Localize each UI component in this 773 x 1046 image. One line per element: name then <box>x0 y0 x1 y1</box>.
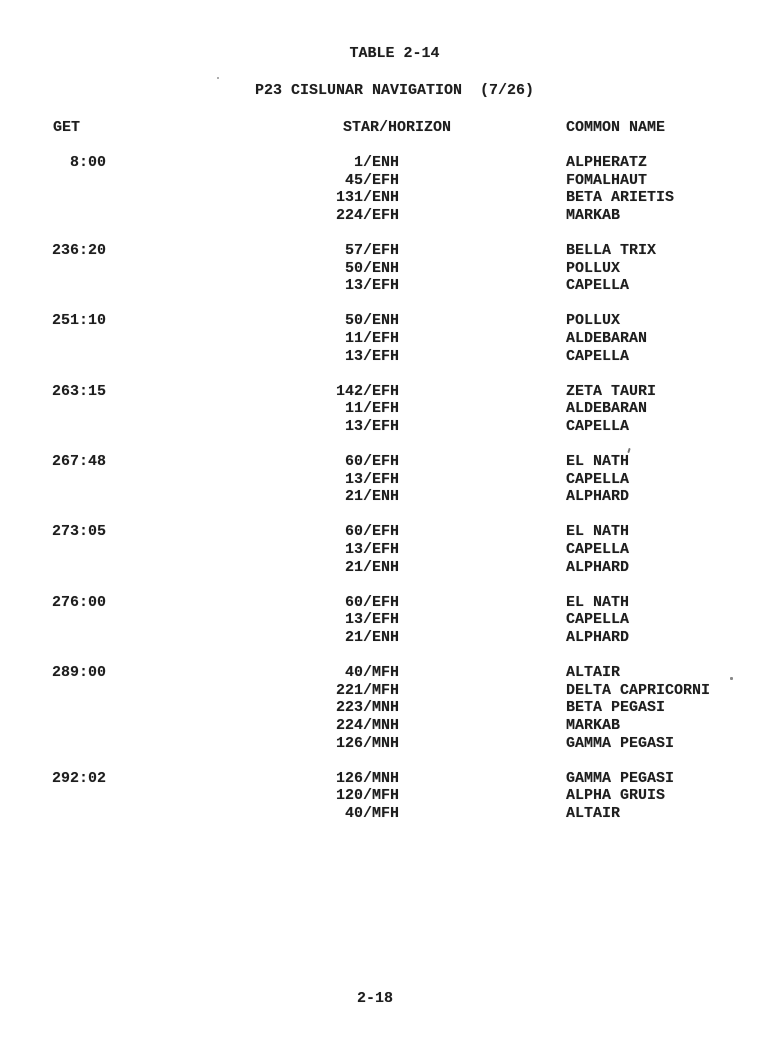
observation-group <box>0 523 773 576</box>
get-cell <box>0 330 106 348</box>
star-horizon-cell: 11/EFH <box>344 400 399 418</box>
get-cell <box>0 260 106 278</box>
common-name-cell: ALPHARD <box>566 488 630 506</box>
table-row <box>0 488 773 506</box>
page-subtitle: P23 CISLUNAR NAVIGATION (7/26) <box>254 82 535 99</box>
table-row <box>0 682 773 700</box>
common-name-cell: CAPELLA <box>566 277 630 295</box>
common-name-cell: CAPELLA <box>566 417 630 435</box>
star-horizon-cell: 57/EFH <box>344 241 399 259</box>
table-row <box>0 189 773 207</box>
table-row <box>0 383 773 401</box>
table-row <box>0 277 773 295</box>
get-cell <box>0 400 106 418</box>
star-horizon-cell: 40/MFH <box>344 664 399 682</box>
star-horizon-cell: 40/MFH <box>344 804 399 822</box>
table-row <box>0 330 773 348</box>
star-horizon-cell: 50/ENH <box>344 312 399 330</box>
column-header-star-horizon: STAR/HORIZON <box>343 119 452 136</box>
table-row <box>0 717 773 735</box>
get-cell <box>0 172 106 190</box>
star-horizon-cell: 1/ENH <box>353 154 399 171</box>
observation-group <box>0 453 773 506</box>
observation-group <box>0 594 773 647</box>
observation-group <box>0 312 773 365</box>
star-horizon-cell: 13/EFH <box>344 470 399 488</box>
common-name-cell: BETA ARIETIS <box>566 189 675 207</box>
star-horizon-cell: 224/EFH <box>335 206 399 224</box>
star-horizon-cell: 11/EFH <box>344 329 399 347</box>
column-header-get: GET <box>53 119 81 136</box>
common-name-cell: CAPELLA <box>566 347 630 365</box>
common-name-cell: ALPHERATZ <box>566 154 648 171</box>
observation-group <box>0 154 773 224</box>
star-horizon-cell: 13/EFH <box>344 347 399 365</box>
star-horizon-cell: 21/ENH <box>344 629 399 647</box>
get-cell <box>0 207 106 225</box>
get-cell <box>0 805 106 823</box>
table-body <box>0 154 773 840</box>
common-name-cell: ALDEBARAN <box>566 329 648 347</box>
star-horizon-cell: 21/ENH <box>344 488 399 506</box>
get-cell <box>0 471 106 489</box>
table-row <box>0 471 773 489</box>
table-row <box>0 611 773 629</box>
observation-group <box>0 770 773 823</box>
get-cell <box>0 787 106 805</box>
common-name-cell: ALPHA GRUIS <box>566 787 666 805</box>
common-name-cell: GAMMA PEGASI <box>566 769 675 787</box>
star-horizon-cell: 126/MNH <box>335 769 399 787</box>
common-name-cell: EL NATH <box>566 453 630 471</box>
common-name-cell: POLLUX <box>566 312 621 330</box>
scan-artifact <box>730 677 733 680</box>
observation-group <box>0 242 773 295</box>
star-horizon-cell: 13/EFH <box>344 417 399 435</box>
table-row <box>0 154 773 172</box>
get-cell <box>0 541 106 559</box>
table-row <box>0 629 773 647</box>
common-name-cell: POLLUX <box>566 259 621 277</box>
common-name-cell: ALPHARD <box>566 558 630 576</box>
common-name-cell: MARKAB <box>566 206 621 224</box>
table-row <box>0 400 773 418</box>
get-cell <box>0 735 106 753</box>
table-row <box>0 770 773 788</box>
table-row <box>0 523 773 541</box>
common-name-cell: FOMALHAUT <box>566 171 648 189</box>
get-cell: 251:10 <box>51 312 106 330</box>
common-name-cell: ALDEBARAN <box>566 400 648 418</box>
star-horizon-cell: 221/MFH <box>335 681 399 699</box>
common-name-cell: GAMMA PEGASI <box>566 734 675 752</box>
page-title: TABLE 2-14 <box>349 45 440 62</box>
common-name-cell: MARKAB <box>566 717 621 734</box>
common-name-cell: DELTA CAPRICORNI <box>566 681 711 699</box>
table-row <box>0 805 773 823</box>
page-number: 2-18 <box>357 990 394 1007</box>
get-cell: 263:15 <box>51 382 106 400</box>
star-horizon-cell: 223/MNH <box>335 699 399 717</box>
star-horizon-cell: 224/MNH <box>335 717 399 734</box>
star-horizon-cell: 60/EFH <box>344 523 399 541</box>
star-horizon-cell: 126/MNH <box>335 734 399 752</box>
get-cell <box>0 348 106 366</box>
common-name-cell: ALTAIR <box>566 664 621 682</box>
get-cell <box>0 699 106 717</box>
common-name-cell: BETA PEGASI <box>566 699 666 717</box>
table-row <box>0 541 773 559</box>
common-name-cell: ZETA TAURI <box>566 382 657 400</box>
get-cell: 292:02 <box>51 769 106 787</box>
get-cell <box>0 629 106 647</box>
get-cell: 8:00 <box>69 154 106 171</box>
get-cell: 273:05 <box>51 523 106 541</box>
table-row <box>0 735 773 753</box>
star-horizon-cell: 13/EFH <box>344 611 399 629</box>
get-cell <box>0 682 106 700</box>
column-header-row <box>0 119 773 137</box>
star-horizon-cell: 50/ENH <box>344 259 399 277</box>
table-row <box>0 787 773 805</box>
observation-group <box>0 383 773 436</box>
get-cell: 289:00 <box>51 664 106 682</box>
table-row <box>0 664 773 682</box>
star-horizon-cell: 120/MFH <box>335 787 399 805</box>
table-row <box>0 312 773 330</box>
get-cell <box>0 611 106 629</box>
table-row <box>0 418 773 436</box>
common-name-cell: CAPELLA <box>566 611 630 629</box>
common-name-cell: ALPHARD <box>566 629 630 647</box>
get-cell: 236:20 <box>51 241 106 259</box>
get-cell <box>0 418 106 436</box>
get-cell <box>0 277 106 295</box>
common-name-cell: CAPELLA <box>566 541 630 559</box>
star-horizon-cell: 142/EFH <box>335 382 399 400</box>
scan-artifact <box>217 77 219 79</box>
table-row <box>0 453 773 471</box>
star-horizon-cell: 60/EFH <box>344 453 399 471</box>
table-row <box>0 207 773 225</box>
common-name-cell: ALTAIR <box>566 804 621 822</box>
star-horizon-cell: 13/EFH <box>344 277 399 295</box>
table-row <box>0 260 773 278</box>
common-name-cell: CAPELLA <box>566 470 630 488</box>
get-cell <box>0 717 106 735</box>
get-cell: 267:48 <box>51 453 106 471</box>
table-row <box>0 559 773 577</box>
star-horizon-cell: 60/EFH <box>344 593 399 611</box>
column-header-common-name: COMMON NAME <box>566 119 666 136</box>
star-horizon-cell: 45/EFH <box>344 171 399 189</box>
observation-group <box>0 664 773 752</box>
common-name-cell: BELLA TRIX <box>566 241 657 259</box>
get-cell: 276:00 <box>51 593 106 611</box>
table-row <box>0 348 773 366</box>
common-name-cell: EL NATH <box>566 523 630 541</box>
get-cell <box>0 488 106 506</box>
get-cell <box>0 189 106 207</box>
table-row <box>0 699 773 717</box>
star-horizon-cell: 131/ENH <box>335 189 399 207</box>
table-row <box>0 594 773 612</box>
get-cell <box>0 559 106 577</box>
star-horizon-cell: 13/EFH <box>344 541 399 559</box>
common-name-cell: EL NATH <box>566 593 630 611</box>
star-horizon-cell: 21/ENH <box>344 558 399 576</box>
table-row <box>0 172 773 190</box>
table-row <box>0 242 773 260</box>
